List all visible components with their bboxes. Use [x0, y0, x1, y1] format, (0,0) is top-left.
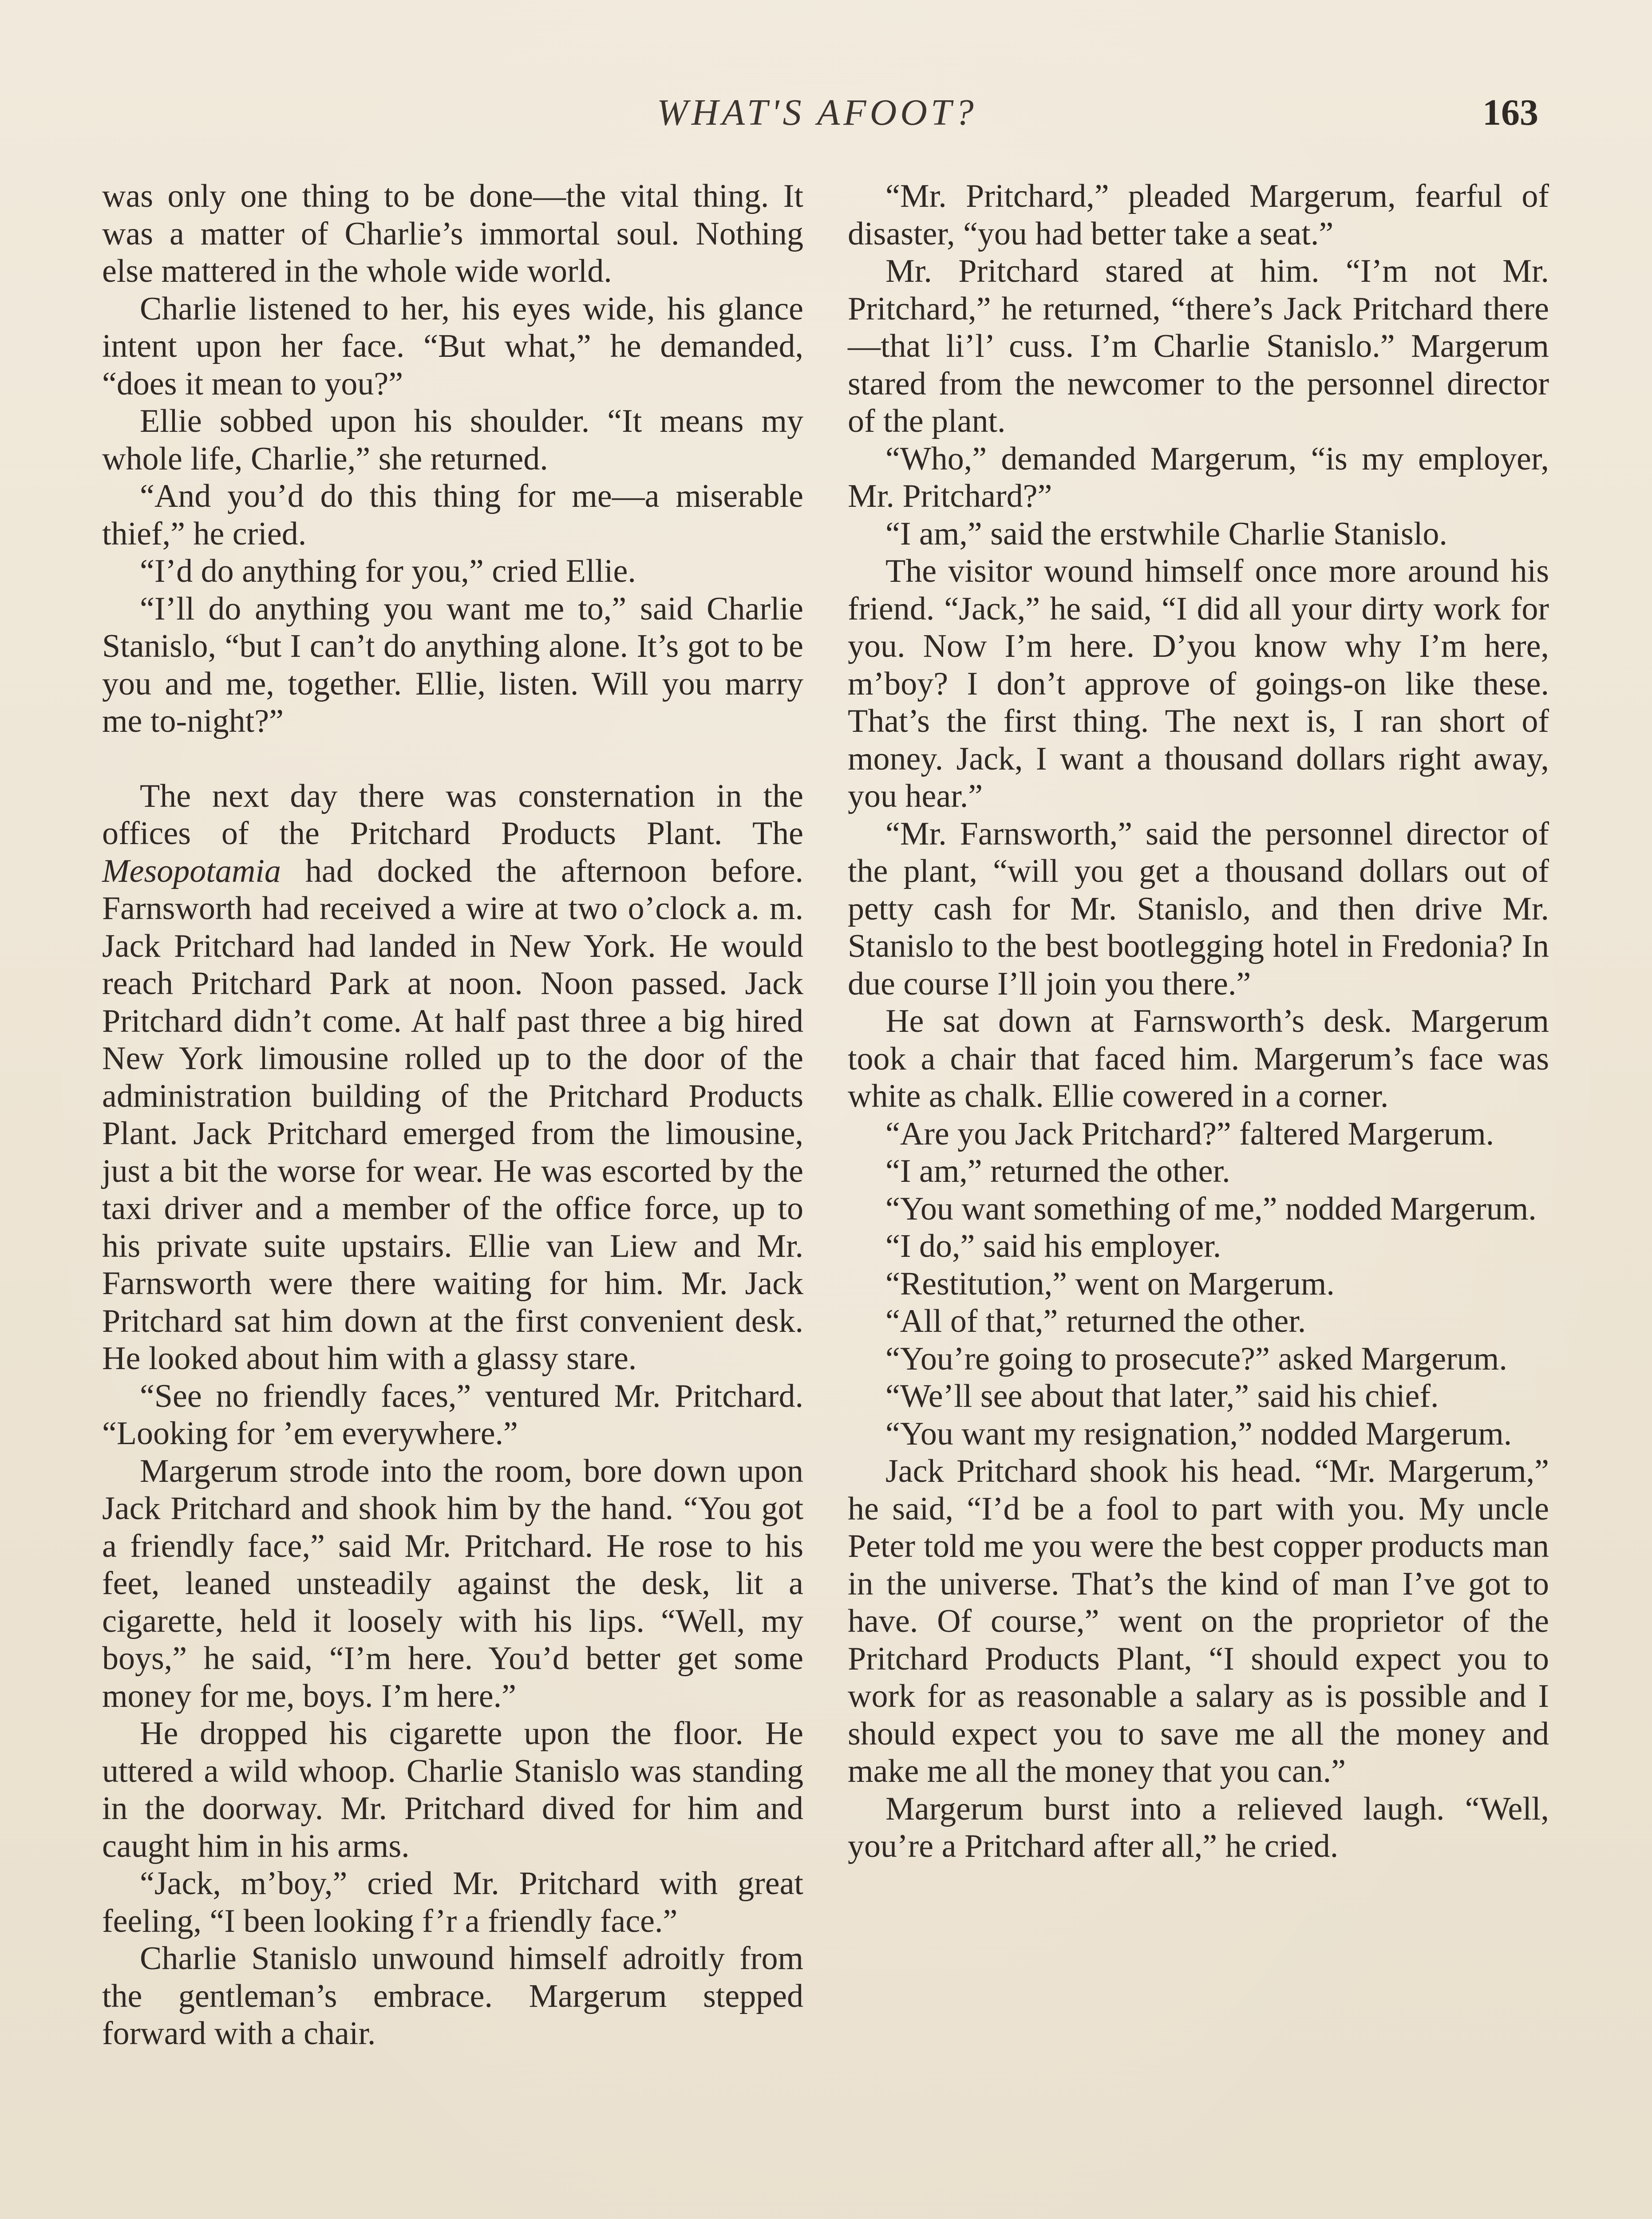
paragraph: Charlie listened to her, his eyes wide, his glance intent upon her face. “But what,” he demanded, “does it mean to you?”: [102, 290, 803, 402]
paragraph: Charlie Stanislo unwound himself adroitly from the gentleman’s embrace. Margerum stepped forward with a chair.: [102, 1940, 803, 2052]
paragraph-text: had docked the afternoon before. Farnsworth had received a wire at two o’clock a. m. Jack Pritchard had landed in New York. He would reach Pritchard Park at noon. Noon passed. Jack Pritchard didn’t come. At half past three a big hired New York limousine rolled up to the door of the administration building of the Pritchard Products Plant. Jack Pritchard emerged from the limousine, just a bit the worse for wear. He was escorted by the taxi driver and a member of the office force, up to his private suite upstairs. Ellie van Liew and Mr. Farnsworth were there waiting for him. Mr. Jack Pritchard sat him down at the first convenient desk. He looked about him with a glassy stare.: [102, 853, 804, 1377]
paragraph: “You’re going to prosecute?” asked Margerum.: [885, 1340, 1507, 1377]
paragraph: He dropped his cigarette upon the floor. He uttered a wild whoop. Charlie Stanislo was standing in the doorway. Mr. Pritchard dived for him and caught him in his arms.: [102, 1715, 803, 1864]
paragraph: Mr. Pritchard stared at him. “I’m not Mr. Pritchard,” he returned, “there’s Jack Pritchard there—that li’l’ cuss. I’m Charlie Stanislo.” Margerum stared from the newcomer to the personnel director of the plant.: [848, 253, 1549, 439]
paragraph: “Restitution,” went on Margerum.: [885, 1265, 1335, 1302]
paragraph: The visitor wound himself once more around his friend. “Jack,” he said, “I did all your dirty work for you. Now I’m here. D’you know why I’m here, m’boy? I don’t approve of goings-on like these. That’s the first thing. The next is, I ran short of money. Jack, I want a thousand dollars right away, you hear.”: [848, 553, 1549, 814]
paragraph: “See no friendly faces,” ventured Mr. Pritchard. “Looking for ’em everywhere.”: [102, 1378, 803, 1452]
paragraph: “And you’d do this thing for me—a miserable thief,” he cried.: [102, 478, 803, 552]
paragraph: “Who,” demanded Margerum, “is my employer, Mr. Pritchard?”: [848, 440, 1549, 514]
paragraph: “You want my resignation,” nodded Margerum.: [885, 1415, 1512, 1452]
ship-name: Mesopotamia: [102, 853, 281, 889]
paragraph: “I do,” said his employer.: [885, 1228, 1221, 1264]
page-number: 163: [1482, 92, 1538, 133]
paragraph: was only one thing to be done—the vital thing. It was a matter of Charlie’s immortal soul. Nothing else mattered in the whole wide world.: [102, 178, 803, 289]
paragraph: “You want something of me,” nodded Margerum.: [885, 1190, 1537, 1227]
paragraph: Margerum burst into a relieved laugh. “Well, you’re a Pritchard after all,” he cried.: [848, 1790, 1549, 1864]
paragraph: “All of that,” returned the other.: [885, 1303, 1306, 1339]
paragraph: Ellie sobbed upon his shoulder. “It means my whole life, Charlie,” she returned.: [102, 403, 803, 477]
paragraph: “I’ll do anything you want me to,” said Charlie Stanislo, “but I can’t do anything alone. It’s got to be you and me, together. Ellie, listen. Will you marry me to-night?”: [102, 590, 803, 739]
paragraph-text: The next day there was consternation in the offices of the Pritchard Products Plant. The: [102, 778, 803, 852]
running-title: WHAT'S AFOOT?: [657, 92, 977, 133]
paragraph: “Jack, m’boy,” cried Mr. Pritchard with great feeling, “I been looking f’r a friendly face.”: [102, 1865, 803, 1939]
paragraph: “Mr. Farnsworth,” said the personnel director of the plant, “will you get a thousand dollars out of petty cash for Mr. Stanislo, and then drive Mr. Stanislo to the best bootlegging hotel in Fredonia? In due course I’ll join you there.”: [848, 815, 1549, 1002]
paragraph: “Are you Jack Pritchard?” faltered Margerum.: [885, 1115, 1494, 1152]
paragraph: “I am,” said the erstwhile Charlie Stanislo.: [885, 515, 1447, 552]
paragraph: Margerum strode into the room, bore down upon Jack Pritchard and shook him by the hand. “You got a friendly face,” said Mr. Pritchard. He rose to his feet, leaned unsteadily against the desk, lit a cigarette, held it loosely with his lips. “Well, my boys,” he said, “I’m here. You’d better get some money for me, boys. I’m here.”: [102, 1453, 803, 1714]
paragraph: He sat down at Farnsworth’s desk. Margerum took a chair that faced him. Margerum’s face was white as chalk. Ellie cowered in a corner.: [848, 1003, 1549, 1114]
paragraph: [102, 778, 803, 1378]
right-column: [848, 178, 1549, 1865]
paragraph: Jack Pritchard shook his head. “Mr. Margerum,” he said, “I’d be a fool to part with you. My uncle Peter told me you were the best copper products man in the universe. That’s the kind of man I’ve got to have. Of course,” went on the proprietor of the Pritchard Products Plant, “I should expect you to work for as reasonable a salary as is possible and I should expect you to save me all the money and make me all the money that you can.”: [848, 1453, 1549, 1789]
paragraph: “Mr. Pritchard,” pleaded Margerum, fearful of disaster, “you had better take a seat.”: [848, 178, 1549, 252]
paragraph: “I’d do anything for you,” cried Ellie.: [140, 553, 636, 589]
paragraph: “We’ll see about that later,” said his chief.: [885, 1378, 1439, 1414]
paragraph: “I am,” returned the other.: [885, 1153, 1230, 1189]
left-column: [102, 178, 803, 2053]
